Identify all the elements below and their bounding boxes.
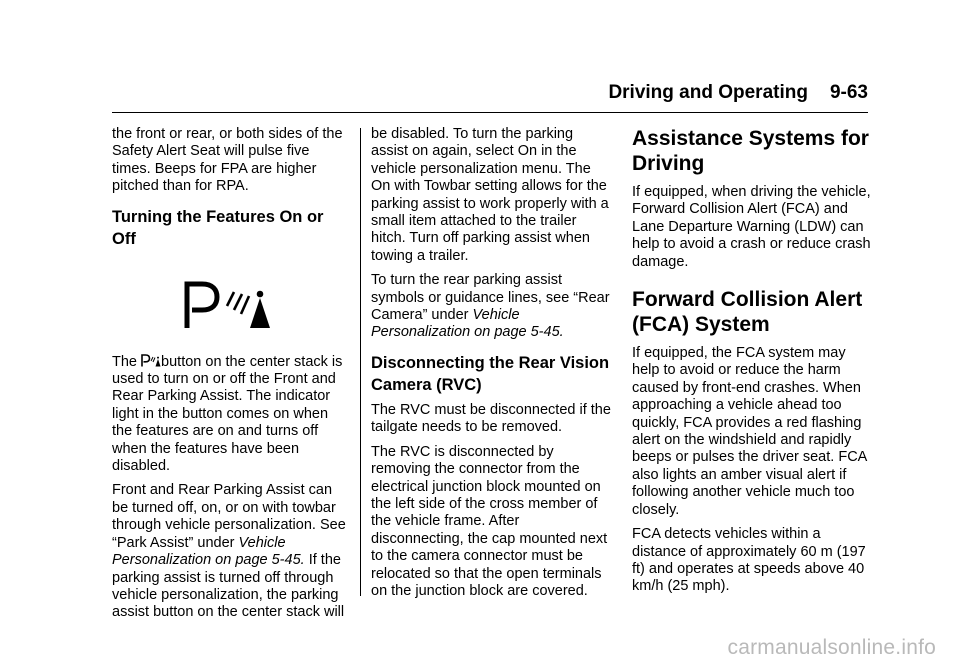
cross-reference-link[interactable]: Vehicle Personalization on page 5-45.	[112, 534, 305, 569]
section-heading: Disconnecting the Rear Vision Camera (RVC)	[371, 353, 610, 394]
header-rule	[112, 112, 868, 113]
paragraph	[112, 482, 350, 621]
paragraph	[371, 272, 611, 342]
paragraph: The RVC must be disconnected if the tailgate needs to be removed.	[371, 401, 611, 436]
section-title: Driving and Operating	[608, 82, 808, 103]
column-3	[632, 126, 872, 603]
section-heading: Forward Collision Alert (FCA) System	[632, 288, 863, 337]
column-1	[112, 126, 350, 629]
park-assist-icon	[184, 280, 276, 330]
column-2	[371, 126, 611, 607]
page-number: 9-63	[829, 82, 868, 103]
paragraph	[112, 354, 350, 476]
watermark: carmanualsonline.info	[727, 636, 936, 659]
paragraph: be disabled. To turn the parking assist on again, select On in the vehicle personalization menu. The On with Towbar setting allows for the parking assist to work properly with a small item attached to the trailer hitch. Turn off parking assist when towing a trailer.	[371, 126, 609, 264]
paragraph: FCA detects vehicles within a distance of approximately 60 m (197 ft) and operates at speeds above 40 km/h (25 mph).	[632, 526, 866, 595]
paragraph: the front or rear, or both sides of the Safety Alert Seat will pulse five times. Beeps for FPA are higher pitched than for RPA.	[112, 126, 343, 195]
text-fragment: The	[112, 353, 137, 370]
section-heading: Assistance Systems for Driving	[632, 127, 869, 175]
header-text	[608, 82, 868, 104]
cross-reference-link[interactable]: Vehicle Personalization on page 5-45.	[371, 307, 564, 341]
park-assist-icon	[141, 354, 161, 367]
text-fragment: To turn the rear parking assist symbols or guidance lines, see “Rear Camera” under	[371, 272, 610, 324]
section-heading: Turning the Features On or Off	[112, 207, 324, 248]
column-divider	[360, 128, 361, 596]
paragraph: If equipped, when driving the vehicle, Forward Collision Alert (FCA) and Lane Departure Warning (LDW) can help to avoid a crash or reduce crash damage.	[632, 184, 871, 270]
page-header	[112, 82, 868, 112]
text-fragment: If the parking assist is turned off through vehicle personalization, the parking assist button on the center stack will	[112, 552, 345, 621]
text-fragment: Front and Rear Parking Assist can be turned off, on, or on with towbar through vehicle personalization. See “Park Assist” under	[112, 482, 346, 551]
paragraph: The RVC is disconnected by removing the connector from the electrical junction block mounted on the left side of the cross member of the vehicle frame. After disconnecting, the cap mounted next to the camera connector must be relocated so that the open terminals on the junction block are covered.	[371, 443, 608, 599]
paragraph: If equipped, the FCA system may help to avoid or reduce the harm caused by front-end crashes. When approaching a vehicle ahead too quickly, FCA provides a red flashing alert on the windshield and rapidly beeps or pulses the driver seat. FCA also lights an amber visual alert if following another vehicle much too closely.	[632, 345, 867, 518]
text-fragment: button on the center stack is used to turn on or off the Front and Rear Parking Assist. The indicator light in the button comes on when the features are on and turns off when the features have been disabled.	[112, 353, 343, 475]
